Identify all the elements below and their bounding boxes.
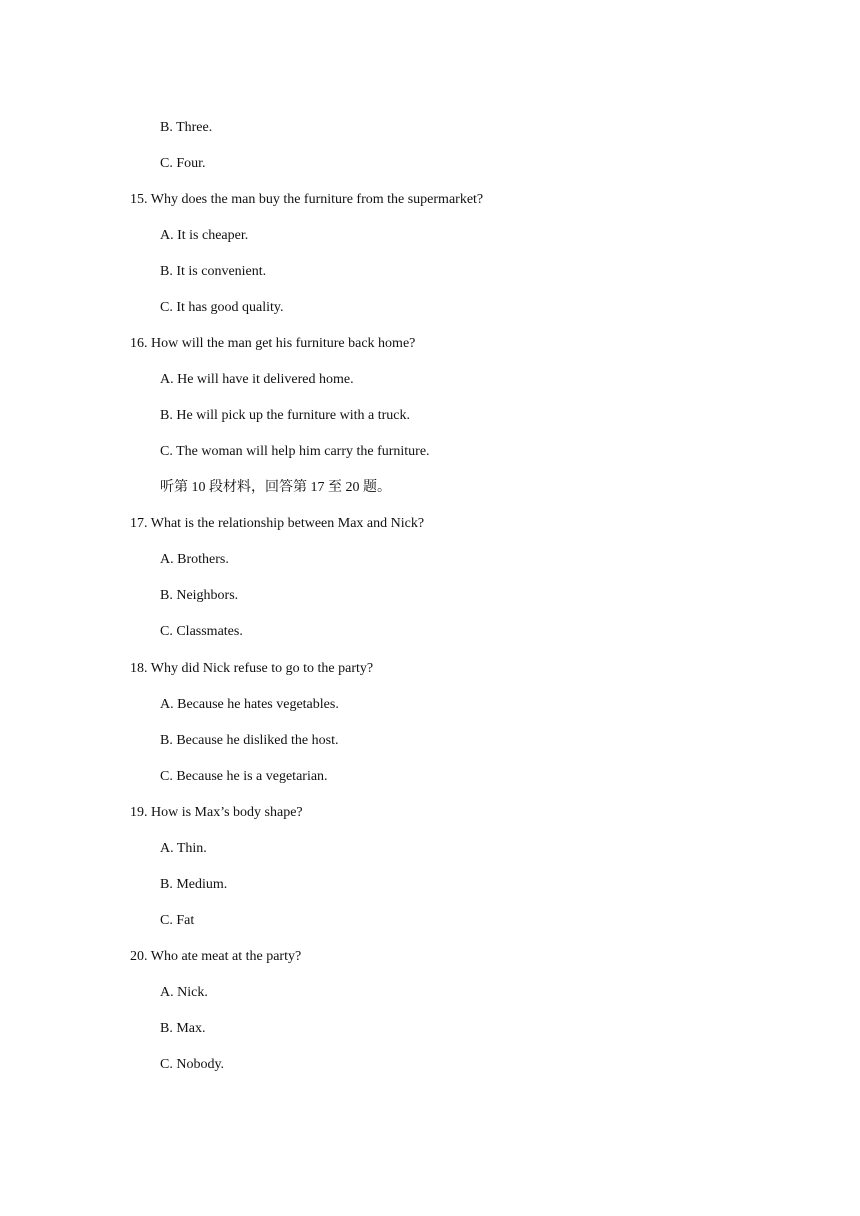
question-16-option-b: B. He will pick up the furniture with a truck. xyxy=(160,408,410,423)
question-17: 17. What is the relationship between Max and Nick? xyxy=(130,516,425,531)
question-19-option-a: A. Thin. xyxy=(160,841,207,856)
question-20-option-b: B. Max. xyxy=(160,1021,206,1036)
question-19-option-b: B. Medium. xyxy=(160,877,228,892)
question-18-option-b: B. Because he disliked the host. xyxy=(160,733,339,748)
question-17-option-c: C. Classmates. xyxy=(160,624,243,639)
question-20-option-a: A. Nick. xyxy=(160,985,208,1000)
question-16-option-c: C. The woman will help him carry the furniture. xyxy=(160,444,430,459)
question-16: 16. How will the man get his furniture back home? xyxy=(130,336,416,351)
question-18-option-a: A. Because he hates vegetables. xyxy=(160,697,339,712)
question-15-option-a: A. It is cheaper. xyxy=(160,228,249,243)
question-17-option-a: A. Brothers. xyxy=(160,552,229,567)
option-b-three: B. Three. xyxy=(160,120,213,135)
section-instruction: 听第 10 段材料，回答第 17 至 20 题。 xyxy=(160,480,391,495)
question-20: 20. Who ate meat at the party? xyxy=(130,949,302,964)
question-15: 15. Why does the man buy the furniture from the supermarket? xyxy=(130,192,484,207)
question-18: 18. Why did Nick refuse to go to the party? xyxy=(130,661,374,676)
question-19: 19. How is Max’s body shape? xyxy=(130,805,303,820)
question-20-option-c: C. Nobody. xyxy=(160,1057,225,1072)
question-18-option-c: C. Because he is a vegetarian. xyxy=(160,769,328,784)
question-16-option-a: A. He will have it delivered home. xyxy=(160,372,354,387)
question-17-option-b: B. Neighbors. xyxy=(160,588,239,603)
question-15-option-b: B. It is convenient. xyxy=(160,264,267,279)
option-c-four: C. Four. xyxy=(160,156,206,171)
question-19-option-c: C. Fat xyxy=(160,913,195,928)
question-15-option-c: C. It has good quality. xyxy=(160,300,284,315)
